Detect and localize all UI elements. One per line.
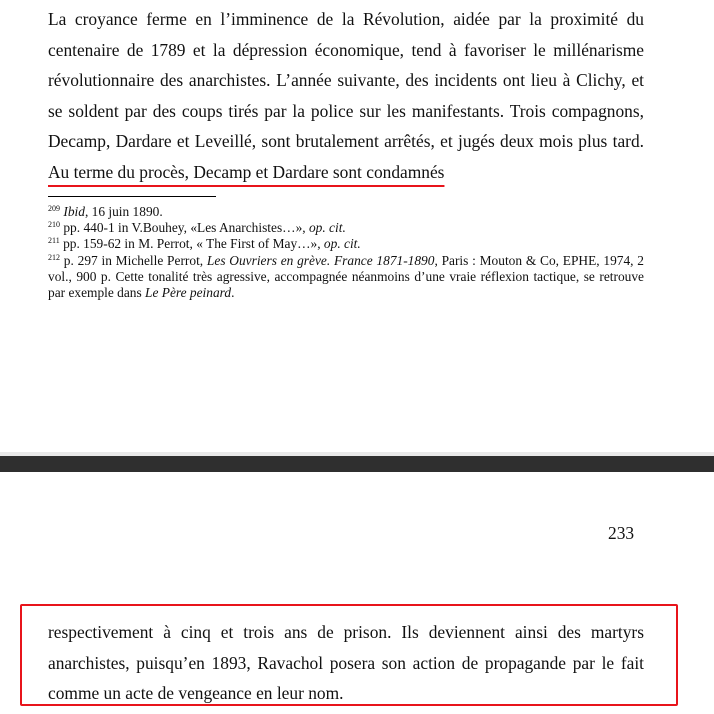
- footnote-separator: [48, 196, 216, 197]
- footnote: [48, 204, 644, 220]
- footnote-italic-text: Ibid: [63, 204, 85, 219]
- footnote-italic-text: Le Père peinard: [145, 285, 232, 301]
- paragraph-text: La croyance ferme en l’imminence de la Révolution, aidée par la proximité du centenaire de 1789 et la dépression économique, tend à favoriser le millénarisme révolutionnaire des anarchistes. L’année suivante, des incidents ont lieu à Clichy, et se soldent par des coups tirés par la police sur les manifestants. Trois compagnons, Decamp, Dardare et Leveillé, sont brutalement arrêtés, et jugés deux mois plus tard.: [48, 9, 644, 152]
- footnote: [48, 236, 644, 252]
- footnote: [48, 220, 644, 236]
- footnote-text: pp. 440-1 in V.Bouhey, «Les Anarchistes…»,: [63, 220, 309, 236]
- underlined-sentence: Au terme du procès, Decamp et Dardare sont condamnés: [48, 161, 445, 182]
- footnote-italic-text: op. cit.: [323, 236, 361, 252]
- footnote-text: .: [231, 285, 235, 301]
- footnote-text: p. 297 in Michelle Perrot,: [63, 252, 207, 268]
- footnote: [48, 253, 644, 302]
- footnote-text: , Paris : Mouton & Co, EPHE, 1974, 2 vol., 900 p. Cette tonalité très agressive, accompagnée néanmoins d’une vraie réflexion tactique, se retrouve par exemple dans: [48, 252, 645, 301]
- footnote-number: 212: [48, 252, 60, 262]
- footnote-italic-text: Les Ouvriers en grève. France 1871-1890: [206, 252, 435, 268]
- footnote-text: , 16 juin 1890.: [84, 204, 163, 219]
- page-divider: [0, 456, 714, 472]
- continued-paragraph: respectivement à cinq et trois ans de prison. Ils deviennent ainsi des martyrs anarchistes, puisqu’en 1893, Ravachol posera son action de propagande par le fait comme un acte de vengeance en leur nom.: [48, 622, 644, 704]
- footnote-italic-text: op. cit.: [308, 220, 346, 236]
- footnotes: [48, 204, 644, 301]
- footnote-number: 209: [48, 204, 60, 213]
- page-number: 233: [608, 523, 635, 543]
- footnote-text: pp. 159-62 in M. Perrot, « The First of May…»,: [63, 236, 324, 252]
- footnote-number: 211: [48, 236, 60, 246]
- body-paragraph: [48, 4, 644, 188]
- footnote-number: 210: [48, 220, 60, 230]
